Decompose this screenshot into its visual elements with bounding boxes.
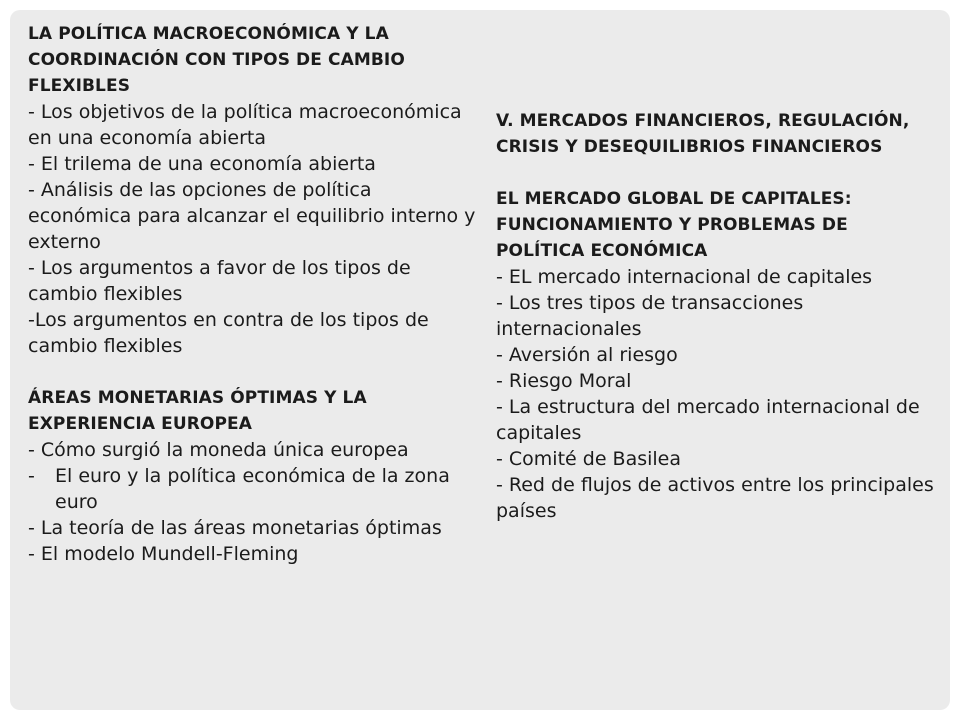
- list-item: - Cómo surgió la moneda única europea: [28, 439, 409, 461]
- spacer: [28, 359, 478, 385]
- list-item: - El modelo Mundell-Fleming: [28, 543, 299, 565]
- section-heading-capital-market: EL MERCADO GLOBAL DE CAPITALES: FUNCIONAMIENTO Y PROBLEMAS DE POLÍTICA ECONÓMICA: [496, 189, 852, 261]
- list-item: - La estructura del mercado internacional de capitales: [496, 396, 920, 444]
- list-item: - El trilema de una economía abierta: [28, 153, 376, 175]
- slide: [10, 10, 950, 710]
- list-item: - EL mercado internacional de capitales: [496, 266, 873, 288]
- spacer: [496, 160, 936, 186]
- list-item: - Aversión al riesgo: [496, 344, 678, 366]
- right-column: [496, 108, 936, 524]
- section-heading-monetary-areas: ÁREAS MONETARIAS ÓPTIMAS Y LA EXPERIENCIA EUROPEA: [28, 388, 367, 434]
- list-item: - Análisis de las opciones de política económica para alcanzar el equilibrio interno y externo: [28, 179, 476, 253]
- list-item-text: El euro y la política económica de la zona euro: [55, 465, 450, 513]
- list-marker: -: [28, 465, 35, 487]
- unit-title: V. MERCADOS FINANCIEROS, REGULACIÓN, CRISIS Y DESEQUILIBRIOS FINANCIEROS: [496, 111, 910, 157]
- list-item: - Los tres tipos de transacciones internacionales: [496, 292, 804, 340]
- left-column: [28, 21, 478, 567]
- section-heading-macro-policy: LA POLÍTICA MACROECONÓMICA Y LA COORDINACIÓN CON TIPOS DE CAMBIO FLEXIBLES: [28, 24, 405, 96]
- list-item: -Los argumentos en contra de los tipos de cambio flexibles: [28, 309, 429, 357]
- list-item: - Comité de Basilea: [496, 448, 682, 470]
- list-item: - Riesgo Moral: [496, 370, 632, 392]
- list-item-indented: [28, 463, 478, 515]
- list-item: - Los argumentos a favor de los tipos de cambio flexibles: [28, 257, 411, 305]
- list-item: - Los objetivos de la política macroeconómica en una economía abierta: [28, 101, 462, 149]
- list-item: - La teoría de las áreas monetarias óptimas: [28, 517, 442, 539]
- list-item: - Red de flujos de activos entre los principales países: [496, 474, 934, 522]
